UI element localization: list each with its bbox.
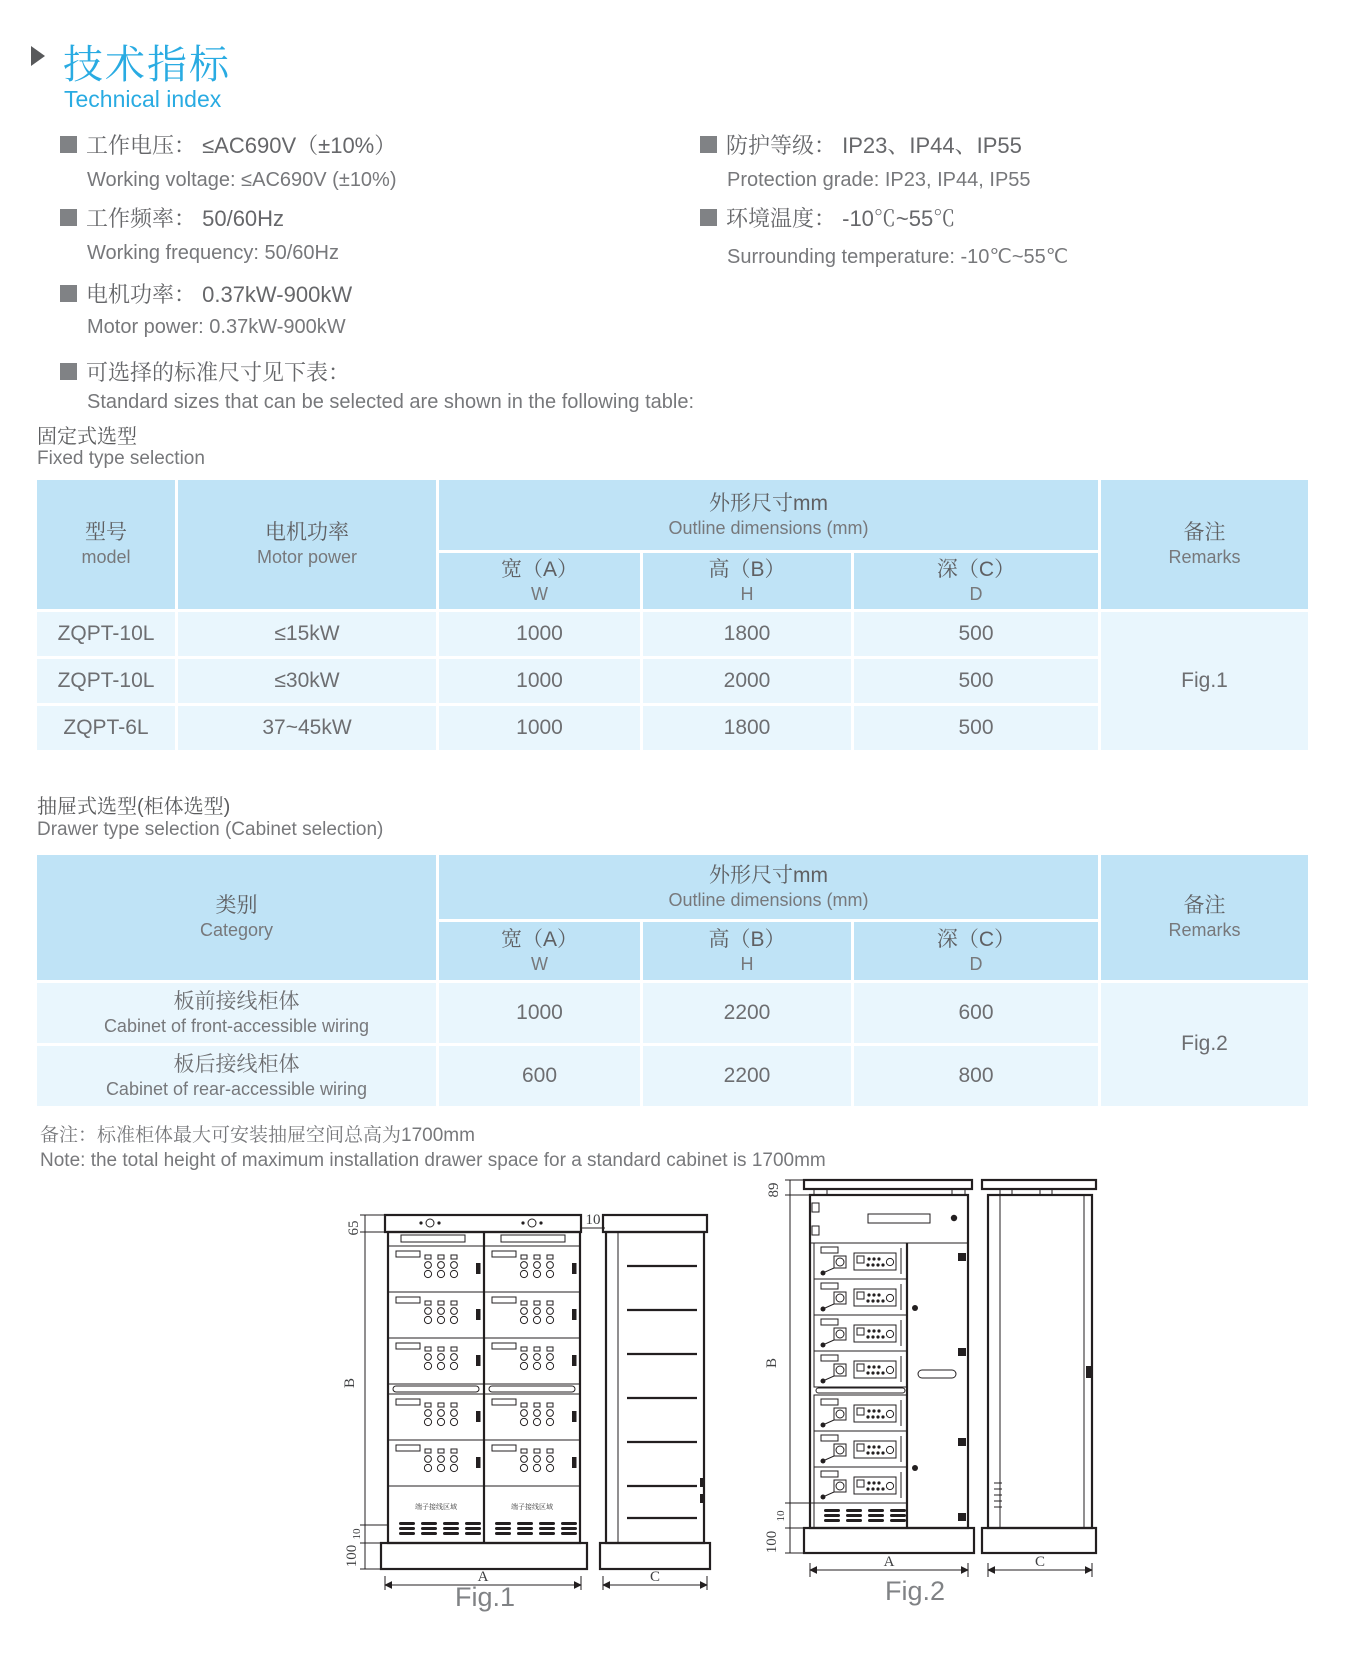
fig1-drawing: 端子接线区域 65 B 10 100 10 A C <box>335 1178 735 1618</box>
table-cell: 500 <box>854 659 1098 703</box>
table-cell: 1800 <box>643 612 851 656</box>
page-subtitle: Technical index <box>64 86 222 112</box>
col-header-model: 型号 model <box>37 480 175 609</box>
table-cell: 37~45kW <box>178 706 436 750</box>
spec-working-voltage-zh: 工作电压： ≤AC690V（±10%） <box>60 129 396 160</box>
svg-text:A: A <box>477 1569 489 1585</box>
col-header-remarks: 备注 Remarks <box>1101 480 1308 609</box>
svg-text:A: A <box>883 1554 895 1570</box>
table-cell: 2200 <box>643 983 851 1043</box>
table-cell: 1000 <box>439 983 640 1043</box>
table-cell: 1000 <box>439 612 640 656</box>
col-header-outline-dimensions: 外形尺寸mm Outline dimensions (mm) <box>439 855 1098 919</box>
col-header-outline-dimensions: 外形尺寸mm Outline dimensions (mm) <box>439 480 1098 550</box>
table-row: ZQPT-10L <box>37 659 175 703</box>
spec-working-frequency-zh: 工作频率： 50/60Hz <box>60 202 284 233</box>
table-cell: 600 <box>854 983 1098 1043</box>
col-header-remarks: 备注 Remarks <box>1101 855 1308 980</box>
fixed-section-title-en: Fixed type selection <box>37 448 205 469</box>
spec-protection-grade-zh: 防护等级： IP23、IP44、IP55 <box>700 129 1022 160</box>
table-cell: 800 <box>854 1046 1098 1106</box>
svg-text:10: 10 <box>585 1212 601 1228</box>
remark-cell-fig1: Fig.1 <box>1101 612 1308 750</box>
svg-text:100: 100 <box>344 1544 360 1568</box>
square-bullet-icon <box>700 136 717 153</box>
col-header-category: 类别 Category <box>37 855 436 980</box>
square-bullet-icon <box>60 285 77 302</box>
table-cell: 500 <box>854 612 1098 656</box>
square-bullet-icon <box>60 136 77 153</box>
spec-surrounding-temperature-zh: 环境温度： -10℃~55℃ <box>700 202 955 233</box>
svg-text:C: C <box>649 1569 661 1585</box>
table-cell: ≤15kW <box>178 612 436 656</box>
col-header-width: 宽（A） W <box>439 553 640 609</box>
table-cell: 1000 <box>439 659 640 703</box>
spec-standard-sizes-zh: 可选择的标准尺寸见下表： <box>60 356 350 387</box>
table-note-zh: 备注：标准柜体最大可安装抽屉空间总高为1700mm <box>40 1125 475 1146</box>
spec-motor-power-en: Motor power: 0.37kW-900kW <box>87 316 346 338</box>
table-row: 板前接线柜体 Cabinet of front-accessible wiring <box>37 983 436 1043</box>
fig1-side-view <box>600 1215 710 1569</box>
svg-text:B: B <box>764 1357 780 1369</box>
col-header-height: 高（B） H <box>643 553 851 609</box>
square-bullet-icon <box>60 363 77 380</box>
table-cell: 1000 <box>439 706 640 750</box>
drawer-section-title-en: Drawer type selection (Cabinet selection) <box>37 819 384 840</box>
drawer-section-title-zh: 抽屉式选型(柜体选型) <box>37 796 231 818</box>
col-header-motor-power: 电机功率 Motor power <box>178 480 436 609</box>
fixed-section-title-zh: 固定式选型 <box>37 426 137 448</box>
col-header-height: 高（B） H <box>643 922 851 980</box>
col-header-depth: 深（C） D <box>854 553 1098 609</box>
fixed-type-table <box>37 480 1308 750</box>
table-cell: 500 <box>854 706 1098 750</box>
table-cell: ≤30kW <box>178 659 436 703</box>
fig1-caption: Fig.1 <box>455 1582 516 1612</box>
col-header-depth: 深（C） D <box>854 922 1098 980</box>
svg-text:65: 65 <box>346 1220 362 1236</box>
fig2-side-view <box>982 1180 1096 1553</box>
svg-text:10: 10 <box>775 1510 787 1522</box>
svg-text:100: 100 <box>764 1530 780 1554</box>
table-row: 板后接线柜体 Cabinet of rear-accessible wiring <box>37 1046 436 1106</box>
table-row: ZQPT-6L <box>37 706 175 750</box>
table-row: ZQPT-10L <box>37 612 175 656</box>
spec-standard-sizes-en: Standard sizes that can be selected are shown in the following table: <box>87 391 695 413</box>
spec-motor-power-zh: 电机功率： 0.37kW-900kW <box>60 278 352 309</box>
spec-working-frequency-en: Working frequency: 50/60Hz <box>87 242 339 264</box>
table-note-en: Note: the total height of maximum installation drawer space for a standard cabinet is 1700mm <box>40 1150 826 1171</box>
drawer-type-table <box>37 855 1308 1106</box>
spec-surrounding-temperature-en: Surrounding temperature: -10℃~55℃ <box>727 246 1069 268</box>
col-header-width: 宽（A） W <box>439 922 640 980</box>
svg-text:10: 10 <box>351 1528 363 1540</box>
fig2-drawing <box>728 1108 1108 1608</box>
svg-text:B: B <box>342 1377 358 1389</box>
fig2-caption: Fig.2 <box>885 1576 946 1606</box>
remark-cell-fig2: Fig.2 <box>1101 983 1308 1106</box>
table-cell: 2000 <box>643 659 851 703</box>
table-cell: 2200 <box>643 1046 851 1106</box>
section-arrow-icon <box>31 46 45 66</box>
square-bullet-icon <box>700 209 717 226</box>
spec-working-voltage-en: Working voltage: ≤AC690V (±10%) <box>87 169 397 191</box>
page-title: 技术指标 <box>63 43 231 87</box>
spec-protection-grade-en: Protection grade: IP23, IP44, IP55 <box>727 169 1031 191</box>
table-cell: 1800 <box>643 706 851 750</box>
square-bullet-icon <box>60 209 77 226</box>
svg-text:89: 89 <box>766 1182 782 1198</box>
fig2-front-view <box>804 1180 974 1553</box>
svg-text:C: C <box>1034 1554 1046 1570</box>
table-cell: 600 <box>439 1046 640 1106</box>
fig1-front-view <box>381 1215 587 1569</box>
